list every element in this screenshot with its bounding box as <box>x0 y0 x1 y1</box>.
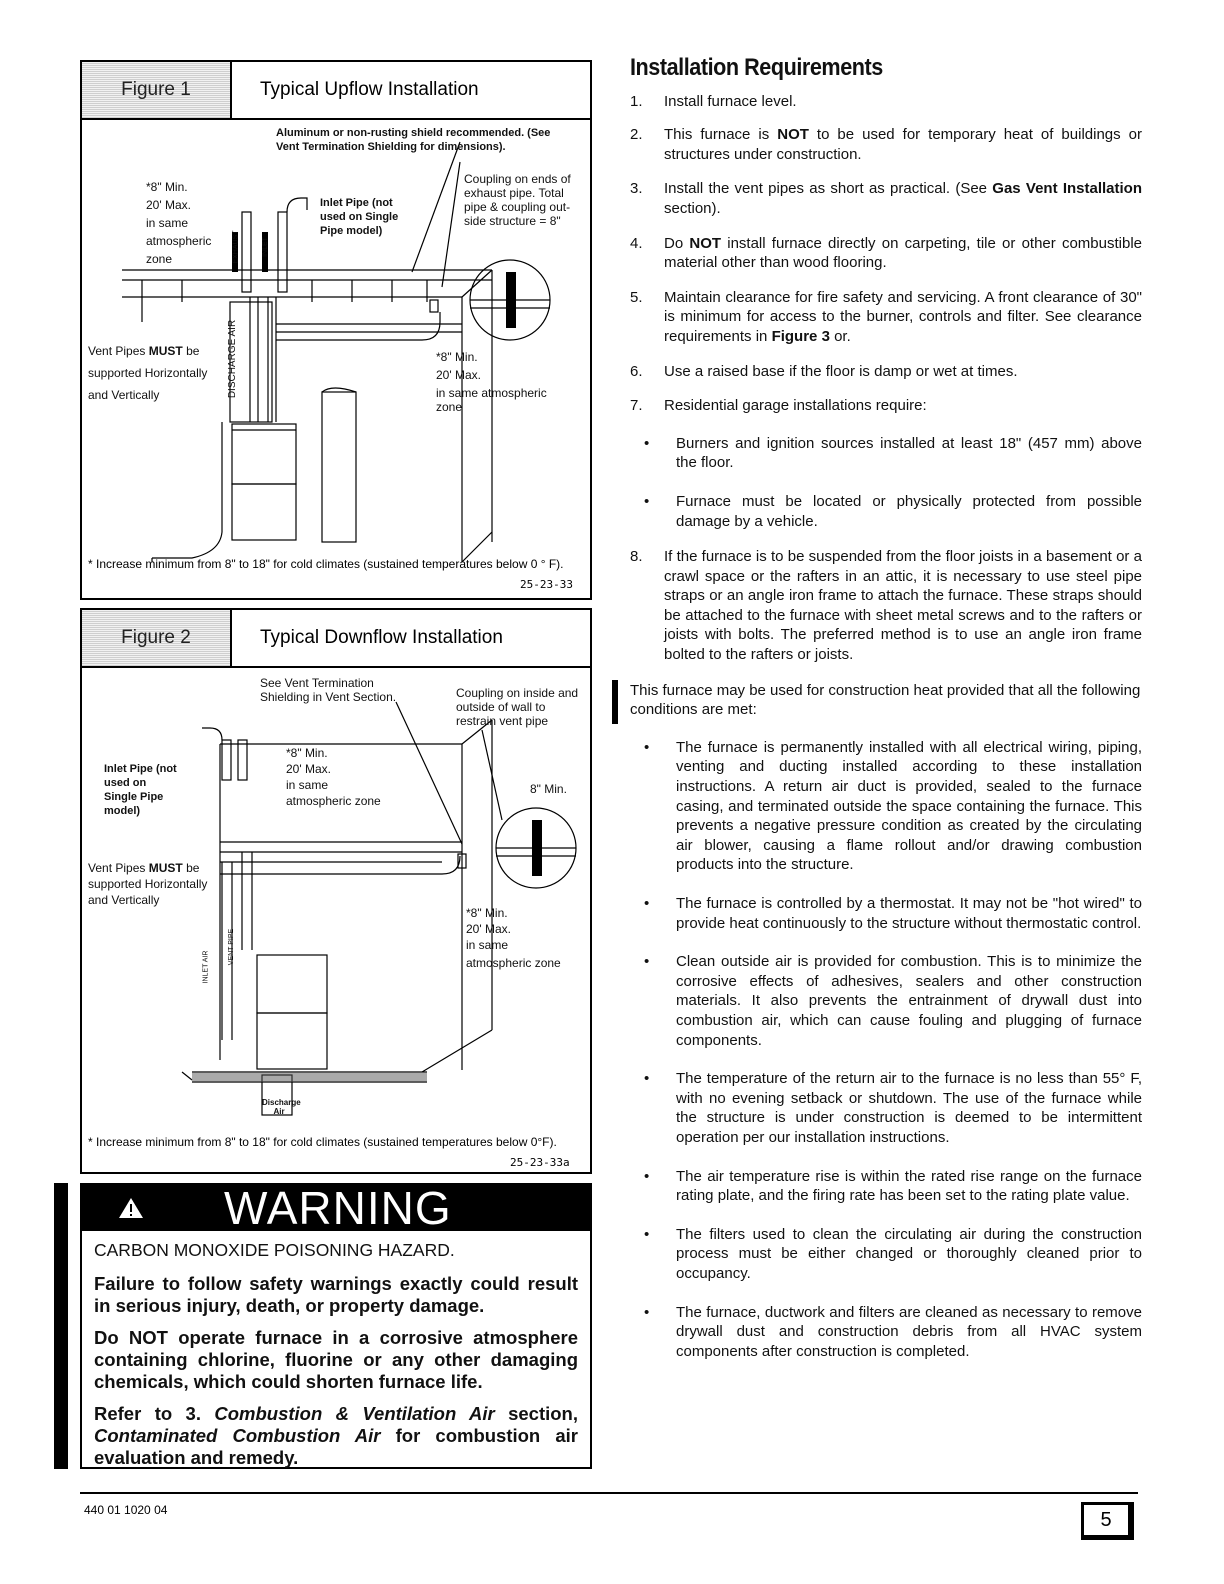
figure-1 <box>80 60 592 600</box>
req-text-6: Use a raised base if the floor is damp or wet at times. <box>664 362 1018 380</box>
inlet-air-label: INLET AIR <box>202 950 210 984</box>
req-item-2 <box>622 125 1142 164</box>
inlet-pipe-label: Inlet Pipe (not used on Single Pipe model) <box>320 197 399 237</box>
req-text-7: Residential garage installations require: <box>664 397 927 415</box>
condition-6: • The filters used to clean the circulating air during the construction process must be either changed or thoroughly cleaned prior to occupancy. <box>622 1225 1142 1284</box>
warning-side-bar <box>54 1183 68 1469</box>
req-text-2c: to be used for temporary heat of buildings or structures under construction. <box>664 126 1142 163</box>
figure-2 <box>80 608 592 1174</box>
inlet-label: INLET <box>261 237 269 257</box>
warning-header <box>82 1182 590 1234</box>
figure-2-footnote: * Increase minimum from 8" to 18" for cold climates (sustained temperatures below 0°F). <box>88 1135 557 1149</box>
warning-hazard: CARBON MONOXIDE POISONING HAZARD. <box>94 1240 455 1260</box>
figure-2-label: Figure 2 <box>82 610 232 666</box>
condition-1: • The furnace is permanently installed with all electrical wiring, piping, venting and ducting installed according to these installation instructions. A return air duct is provided, sealed to the furnace casing, and terminated outside the space containing the furnace. This prevents a negative pressure condition as created by the circulating air blower, causing a flame rollout and/or drawing combustion products into the structure. <box>622 738 1142 875</box>
min-8-label-2: *8" Min. <box>286 746 328 760</box>
vent-pipes-text-1b: Vent Pipes <box>88 861 146 875</box>
req-text-2b: NOT <box>777 126 809 144</box>
figure-2-code: 25-23-33a <box>510 1156 570 1169</box>
req-item-8 <box>622 547 1142 665</box>
right-in-same-label-2: in same <box>466 938 509 952</box>
max-20-label-2: 20' Max. <box>286 762 331 776</box>
req-text-8: If the furnace is to be suspended from the floor joists in a basement or a crawl space or the rafters in an attic, it is necessary to use steel pipe straps or an angle iron frame to attach the furnace. These straps should be attached to the furnace with sheet metal screws and to the rafters or joists with bolts. The preferred method is to use an angle iron frame bolted to the rafters or joists. <box>664 548 1142 664</box>
req-item-5 <box>622 288 1142 347</box>
right-zone-label: in same atmospheric zone <box>436 386 547 414</box>
warning-p1: Failure to follow safety warnings exactly could result in serious injury, death, or property damage. <box>94 1273 578 1316</box>
coupling-label-2: Coupling on inside and outside of wall to restrain vent pipe <box>456 686 579 728</box>
figure-2-title: Typical Downflow Installation <box>260 627 503 648</box>
req-num-3: 3. <box>630 180 643 198</box>
in-same-label-2: in same <box>286 778 329 792</box>
req-num-2: 2. <box>630 126 643 144</box>
right-min-label: *8" Min. <box>436 350 478 364</box>
atm-zone-label-2: atmospheric zone <box>286 794 381 808</box>
max-20-label: 20' Max. <box>146 198 191 212</box>
req-num-8: 8. <box>630 548 643 566</box>
discharge-air-label: DISCHARGE AIR <box>227 319 239 399</box>
zone-label: zone <box>146 252 173 266</box>
warning-p3-c: section, <box>508 1403 578 1424</box>
warning-p3-b: Combustion & Ventilation Air <box>214 1403 495 1424</box>
doc-number: 440 01 1020 04 <box>84 1503 168 1517</box>
installation-requirements <box>622 54 1143 1361</box>
coupling-label: Coupling on ends of exhaust pipe. Total pipe & coupling out-side structure = 8" <box>464 172 571 228</box>
req-text-3b: Gas Vent Installation <box>992 180 1142 198</box>
condition-7: • The furnace, ductwork and filters are cleaned as necessary to remove drywall dust and construction debris from all HVAC system components after construction is completed. <box>622 1303 1142 1362</box>
vent-pipes-text-1: Vent Pipes <box>88 344 146 358</box>
min-8-label: *8" Min. <box>146 180 188 194</box>
warning-box <box>80 1183 592 1469</box>
req-item-3 <box>622 179 1142 218</box>
vent-pipes-support-2 <box>88 860 224 908</box>
right-max-label: 20' Max. <box>436 368 481 382</box>
in-same-label: in same <box>146 216 189 230</box>
eight-min-label: 8" Min. <box>530 782 567 796</box>
vent-pipes-must: MUST <box>148 344 183 358</box>
garage-bullet-2: • Furnace must be located or physically protected from possible damage by a vehicle. <box>622 492 1142 531</box>
warning-p3-e: for combustion air evaluation and remedy. <box>94 1425 578 1468</box>
vent-pipes-must-2: MUST <box>148 861 183 875</box>
req-text-2a: This furnace is <box>664 126 778 144</box>
condition-3: • Clean outside air is provided for combustion. This is to minimize the corrosive effects of adhesives, sealers and other construction materials. It also prevents the entrainment of drywall dust into combustion air, which can cause fouling and plugging of furnace components. <box>622 952 1142 1050</box>
req-text-5b: Figure 3 <box>771 327 830 345</box>
req-text-3c: section). <box>664 199 721 217</box>
inlet-pipe-label-2: Inlet Pipe (not used on Single Pipe model) <box>104 763 177 817</box>
condition-2: • The furnace is controlled by a thermostat. It may not be "hot wired" to provide heat continuously to the structure without thermostatic control. <box>622 894 1142 933</box>
vent-pipes-text-2: be supported Horizontally and Vertically <box>88 344 208 402</box>
condition-4: • The temperature of the return air to the furnace is no less than 55° F, with no evening setback or shutdown. The use of the furnace while the structure is under construction is deemed to be intermittent operation per our installation instructions. <box>622 1069 1142 1147</box>
warning-p2: Do NOT operate furnace in a corrosive atmosphere containing chlorine, fluorine or any other damaging chemicals, which could shorten furnace life. <box>94 1327 578 1392</box>
req-text-4a: Do <box>664 234 690 252</box>
req-num-4: 4. <box>630 234 643 252</box>
vent-pipes-text-2b: be supported Horizontally and Vertically <box>88 861 208 907</box>
req-text-5c: or. <box>829 327 851 345</box>
construction-intro <box>622 681 1142 720</box>
req-num-1: 1. <box>630 92 643 110</box>
right-min-label-2: *8" Min. <box>466 906 508 920</box>
footer-rule <box>80 1492 1138 1494</box>
change-bar <box>612 680 618 724</box>
req-item-1 <box>622 92 1142 112</box>
right-zone-label-2: atmospheric zone <box>466 956 561 970</box>
req-num-6: 6. <box>630 362 643 380</box>
condition-5: • The air temperature rise is within the rated rise range on the furnace rating plate, and the firing rate has been set to the rating plate value. <box>622 1167 1142 1206</box>
requirements-title: Installation Requirements <box>630 54 883 81</box>
atmospheric-label: atmospheric <box>146 234 212 248</box>
exhaust-label: EXHAUST <box>232 230 240 264</box>
warning-p3 <box>94 1403 578 1469</box>
discharge-air-label-2: Discharge Air <box>262 1098 301 1116</box>
req-item-7 <box>622 396 1142 416</box>
shield-note: Aluminum or non-rusting shield recommended. (See Vent Termination Shielding for dimensions). <box>276 127 551 153</box>
req-text-4c: install furnace directly on carpeting, tile or other combustible material other than wood flooring. <box>664 234 1143 272</box>
warning-p3-a: Refer to 3. <box>94 1403 201 1424</box>
req-item-4 <box>622 234 1142 273</box>
vent-pipes-support <box>88 340 228 406</box>
construction-intro-text: This furnace may be used for construction heat provided that all the following conditions are met: <box>630 681 1141 719</box>
garage-bullet-1: • Burners and ignition sources installed at least 18" (457 mm) above the floor. <box>622 434 1142 473</box>
req-num-5: 5. <box>630 288 643 306</box>
warning-p3-d: Contaminated Combustion Air <box>94 1425 381 1446</box>
page-number: 5 <box>1081 1502 1134 1540</box>
req-text-5a: Maintain clearance for fire safety and servicing. A front clearance of 30" is minimum for access to the burner, controls and filter. See clearance requirements in <box>664 288 1142 345</box>
see-vent-label: See Vent Termination Shielding in Vent Section. <box>260 676 397 704</box>
figure-1-label: Figure 1 <box>82 62 232 118</box>
figure-1-title: Typical Upflow Installation <box>260 79 479 100</box>
warning-word: WARNING <box>224 1182 452 1234</box>
req-text-1: Install furnace level. <box>664 92 797 110</box>
req-item-6 <box>622 362 1142 382</box>
vent-pipe-label: VENT PIPE <box>228 928 236 966</box>
req-text-4b: NOT <box>689 234 722 252</box>
req-text-3a: Install the vent pipes as short as practical. (See <box>664 180 993 198</box>
figure-1-code: 25-23-33 <box>520 578 573 591</box>
req-num-7: 7. <box>630 397 643 415</box>
right-max-label-2: 20' Max. <box>466 922 511 936</box>
warning-triangle-icon <box>118 1197 144 1219</box>
figure-1-footnote: * Increase minimum from 8" to 18" for cold climates (sustained temperatures below 0 ° F). <box>88 557 564 571</box>
